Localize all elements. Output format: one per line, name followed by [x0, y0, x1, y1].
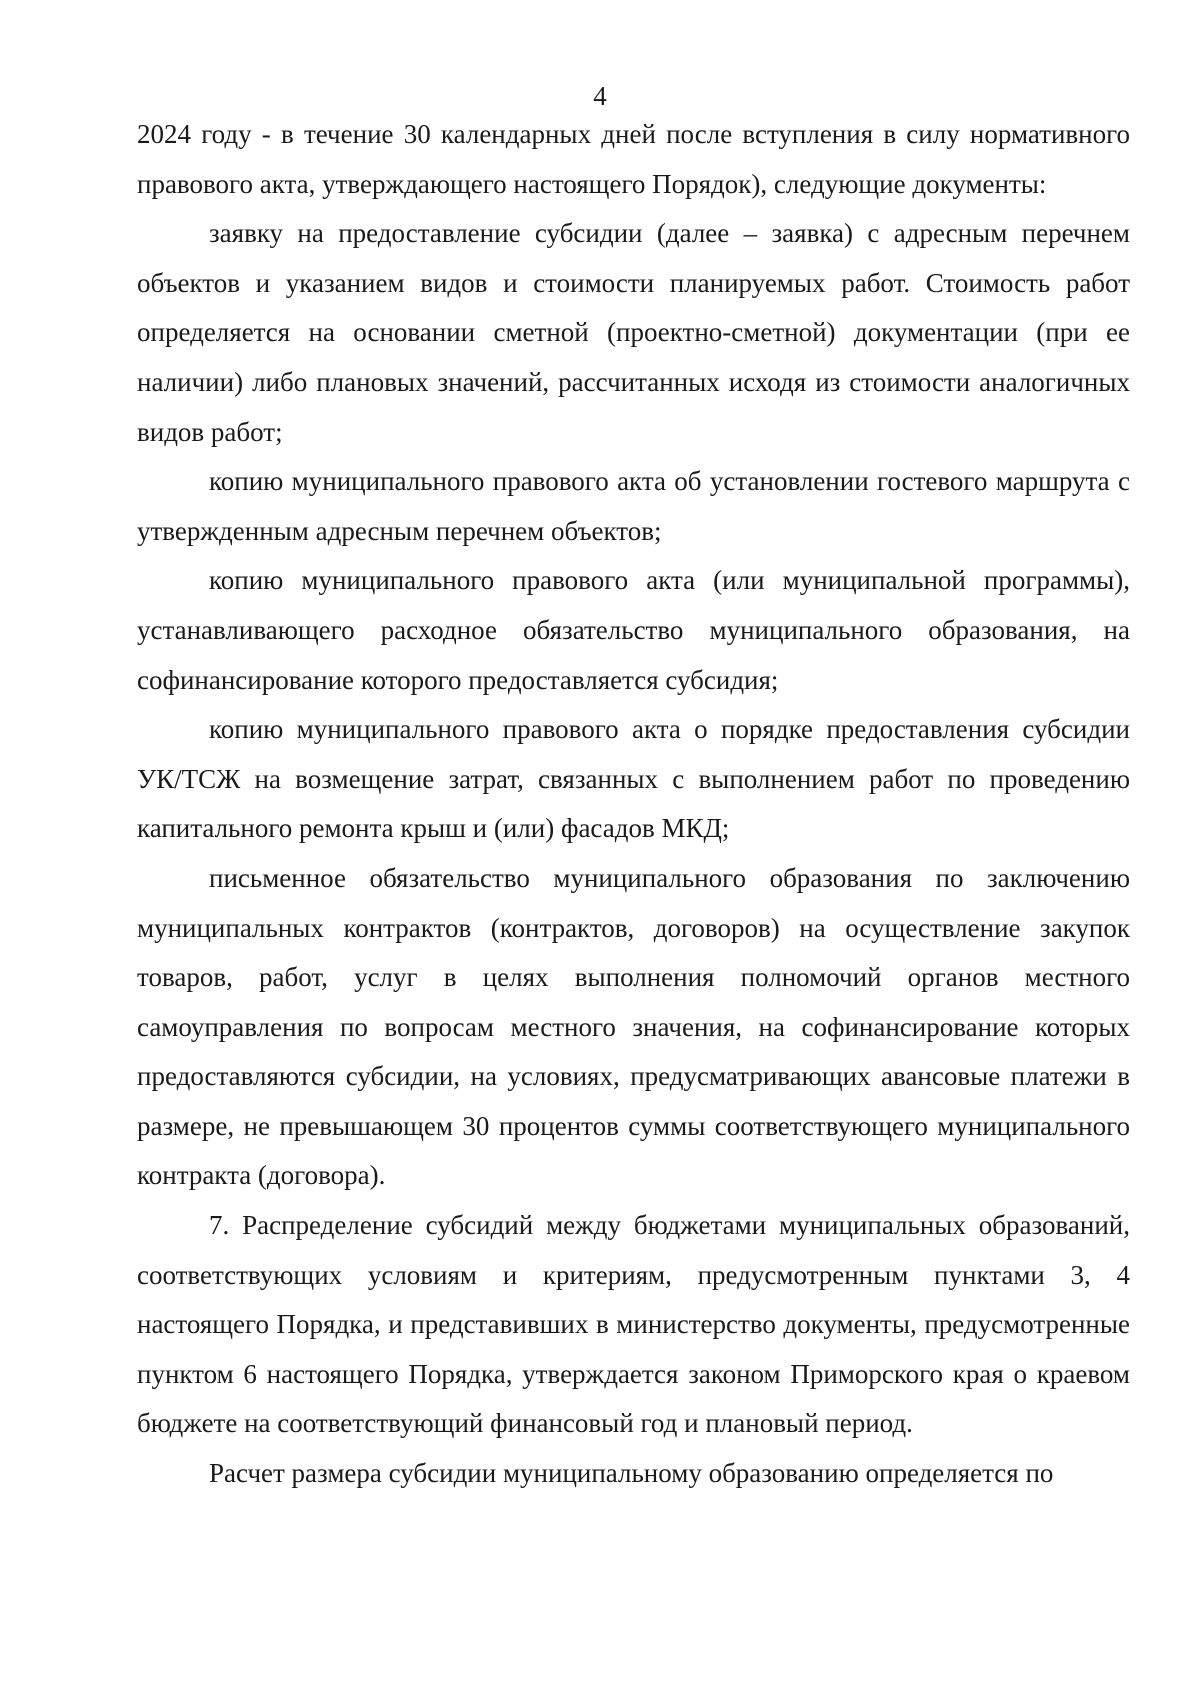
paragraph-application: заявку на предоставление субсидии (далее – заявка) с адресным перечнем объектов и указанием видов и стоимости планируемых работ. Стоимость работ определяется на основании сметной (проектно-сметной) документации (при ее наличии) либо плановых значений, рассчитанных исходя из стоимости аналогичных видов работ; [137, 218, 1130, 447]
paragraph-written-obligation: письменное обязательство муниципального образования по заключению муниципальных контрактов (контрактов, договоров) на осуществление закупок товаров, работ, услуг в целях выполнения полномочий органов местного самоуправления по вопросам местного значения, на софинансирование которых предоставляются субсидии, на условиях, предусматривающих авансовые платежи в размере, не превышающем 30 процентов суммы соответствующего муниципального контракта (договора). [137, 862, 1130, 1191]
document-body [137, 110, 1130, 1499]
paragraph-expenditure-obligation-act: копию муниципального правового акта (или муниципальной программы), устанавливающего расходное обязательство муниципального образования, на софинансирование которого предоставляется субсидия; [137, 565, 1130, 695]
page-number: 4 [593, 81, 607, 111]
paragraph-item-7-distribution: 7. Распределение субсидий между бюджетами муниципальных образований, соответствующих условиям и критериям, предусмотренным пунктами 3, 4 настоящего Порядка, и представивших в министерство документы, предусмотренные пунктом 6 настоящего Порядка, утверждается законом Приморского края о краевом бюджете на соответствующий финансовый год и плановый период. [137, 1210, 1130, 1439]
paragraph-subsidy-calculation: Расчет размера субсидии муниципальному образованию определяется по [209, 1458, 1054, 1489]
paragraph-continuation: 2024 году - в течение 30 календарных дней после вступления в силу нормативного правового акта, утверждающего настоящего Порядок), следующие документы: [137, 119, 1130, 199]
paragraph-guest-route-act: копию муниципального правового акта об установлении гостевого маршрута с утвержденным адресным перечнем объектов; [137, 466, 1130, 546]
paragraph-subsidy-procedure-act: копию муниципального правового акта о порядке предоставления субсидии УК/ТСЖ на возмещение затрат, связанных с выполнением работ по проведению капитального ремонта крыш и (или) фасадов МКД; [137, 714, 1130, 844]
